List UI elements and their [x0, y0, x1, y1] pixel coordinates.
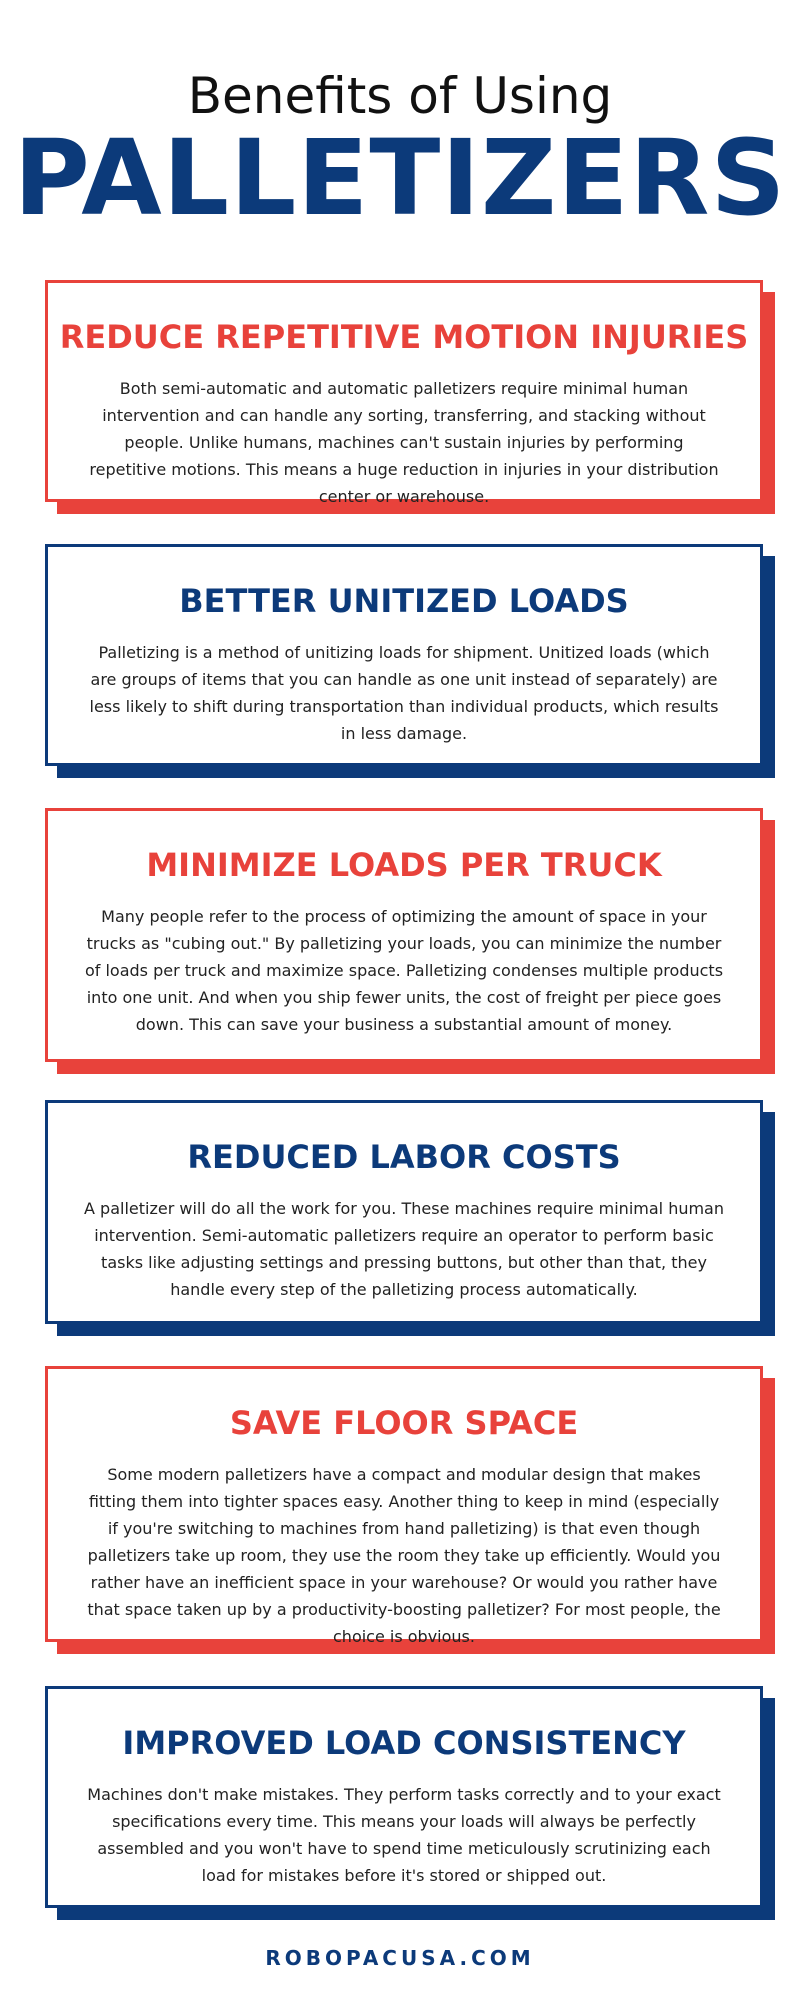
benefit-card-loads-per-truck — [45, 808, 763, 1062]
card-body: Palletizing is a method of unitizing loads for shipment. Unitized loads (which are groups of items that you can handle as one unit instead of separately) are less likely to shift during transportation than individual products, which results in less damage. — [89, 643, 719, 743]
card-title: SAVE FLOOR SPACE — [229, 1404, 579, 1442]
card-body: Machines don't make mistakes. They perform tasks correctly and to your exact specifications every time. This means your loads will always be perfectly assembled and you won't have to spend time meticulously scrutinizing each load for mistakes before it's stored or shipped out. — [87, 1785, 721, 1885]
card-title: MINIMIZE LOADS PER TRUCK — [146, 846, 662, 884]
card-body: Both semi-automatic and automatic palletizers require minimal human intervention and can handle any sorting, transferring, and stacking without people. Unlike humans, machines can't sustain injuries by performing repetitive motions. This means a huge reduction in injuries in your distribution center or warehouse. — [89, 379, 719, 506]
card-panel — [45, 1686, 763, 1908]
page-title: PALLETIZERS — [13, 117, 787, 239]
card-title: REDUCE REPETITIVE MOTION INJURIES — [59, 318, 749, 356]
card-body: Some modern palletizers have a compact and modular design that makes fitting them into tighter spaces easy. Another thing to keep in mind (especially if you're switching to machines from hand palletizing) is that even though palletizers take up room, they use the room they take up efficiently. Would you rather have an inefficient space in your warehouse? Or would you rather have that space taken up by a productivity-boosting palletizer? For most people, the choice is obvious. — [87, 1465, 721, 1646]
card-title: BETTER UNITIZED LOADS — [179, 582, 629, 620]
benefit-card-load-consistency — [45, 1686, 763, 1908]
card-panel — [45, 1366, 763, 1646]
card-panel — [45, 808, 763, 1062]
card-title: REDUCED LABOR COSTS — [187, 1138, 621, 1176]
card-body: Many people refer to the process of optimizing the amount of space in your trucks as "cubing out." By palletizing your loads, you can minimize the number of loads per truck and maximize space. Palletizing condenses multiple products into one unit. And when you ship fewer units, the cost of freight per piece goes down. This can save your business a substantial amount of money. — [84, 907, 724, 1034]
footer-website: ROBOPACUSA.COM — [265, 1946, 535, 1970]
benefit-card-unitized-loads — [45, 544, 763, 766]
card-body: A palletizer will do all the work for you. These machines require minimal human intervention. Semi-automatic palletizers require an operator to perform basic tasks like adjusting settings and pressing buttons, but other than that, they handle every step of the palletizing process automatically. — [84, 1199, 724, 1299]
page-subtitle: Benefits of Using — [187, 67, 613, 125]
card-panel — [45, 1100, 763, 1324]
card-panel — [45, 280, 763, 506]
benefit-card-floor-space — [45, 1366, 763, 1646]
card-title: IMPROVED LOAD CONSISTENCY — [122, 1724, 686, 1762]
benefit-card-labor-costs — [45, 1100, 763, 1324]
card-panel — [45, 544, 763, 766]
benefit-card-injuries — [45, 280, 763, 506]
